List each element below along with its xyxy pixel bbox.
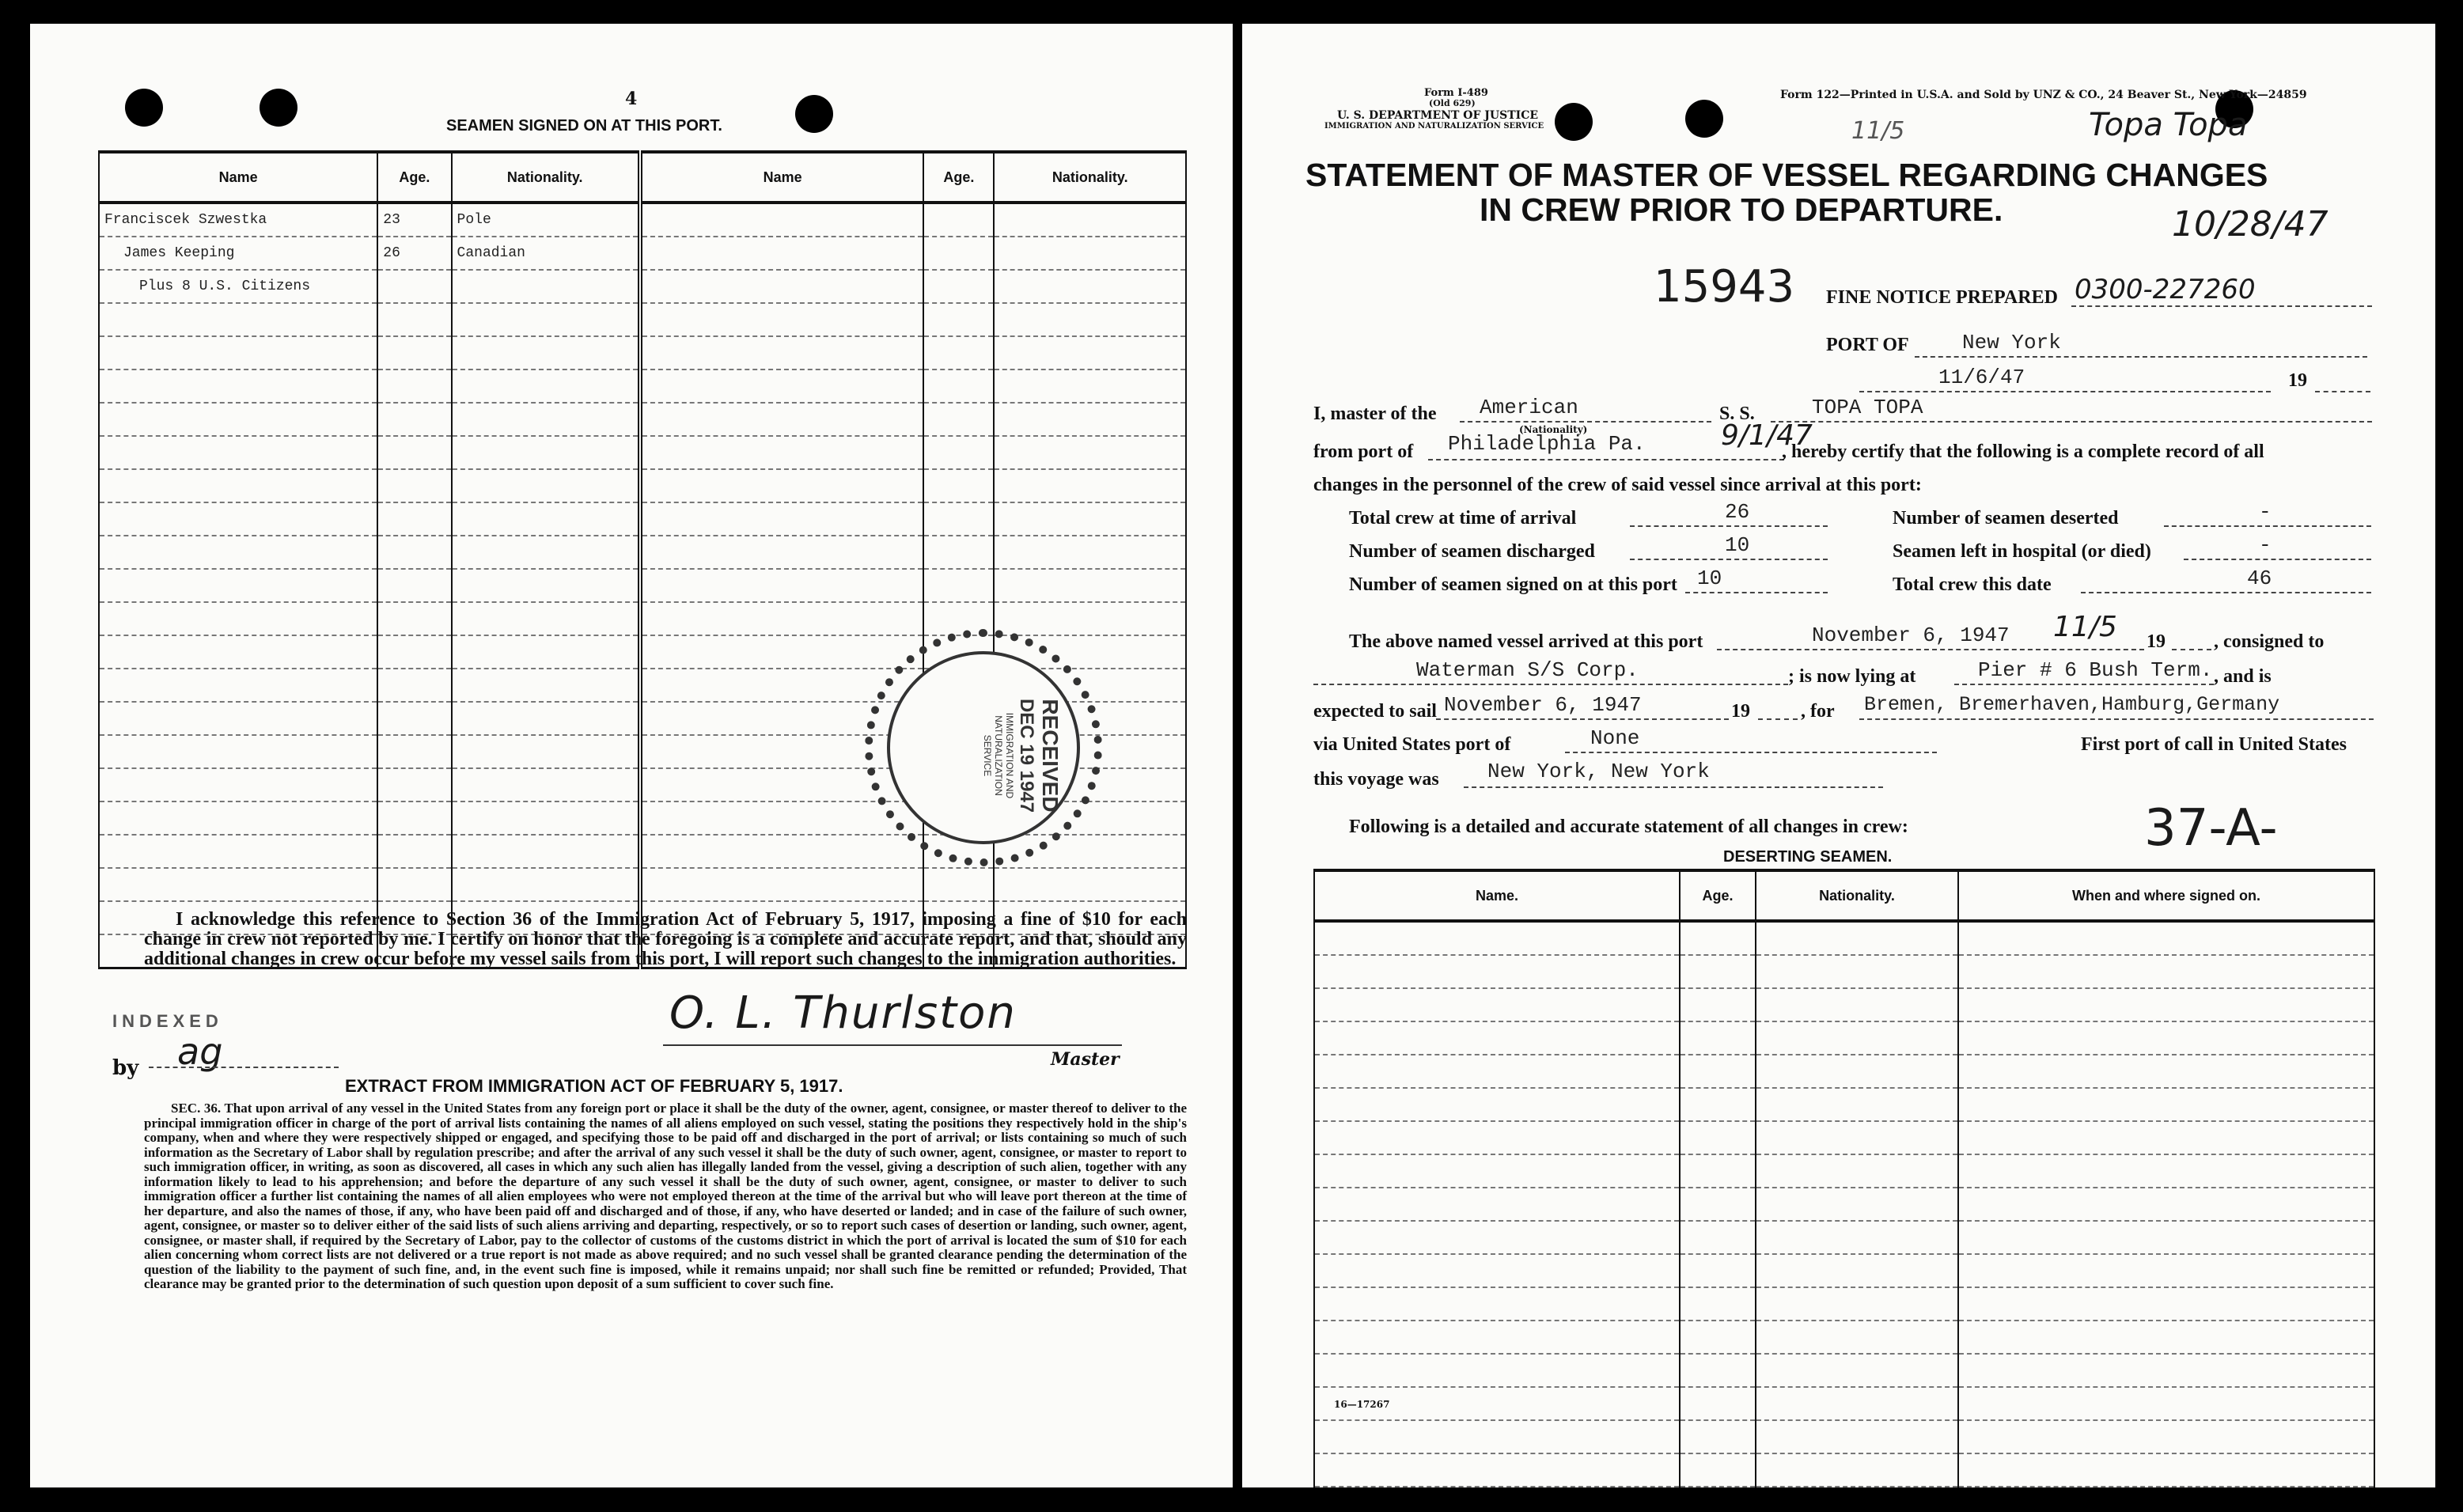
table-row: [1314, 921, 2374, 955]
column-header: Name: [99, 152, 377, 203]
handwritten-vessel-name: Topa Topa: [2089, 107, 2248, 143]
punch-hole: [260, 89, 297, 127]
stamp-text: RECEIVED: [1038, 699, 1063, 813]
table-row: [99, 369, 1186, 403]
table-row: [99, 270, 1186, 303]
table-row: [99, 868, 1186, 901]
table-row: [1314, 1021, 2374, 1055]
seamen-hospital-label: Seamen left in hospital (or died): [1893, 541, 2151, 562]
from-port-label: from port of: [1313, 441, 1414, 462]
fine-notice-label: FINE NOTICE PREPARED: [1826, 287, 2058, 308]
seamen-deserted-value: -: [2259, 500, 2272, 524]
master-signature: O. L. Thurlston: [669, 987, 1017, 1039]
document-title-line2: IN CREW PRIOR TO DEPARTURE.: [1480, 191, 2003, 228]
ss-label: S. S.: [1719, 404, 1755, 424]
section-title: SEAMEN SIGNED ON AT THIS PORT.: [446, 117, 722, 135]
table-row: [1314, 1420, 2374, 1453]
report-date: 11/6/47: [1938, 366, 2025, 389]
from-port-value: Philadelphia Pa.: [1448, 432, 1646, 456]
table-row: [99, 469, 1186, 502]
destination-value: Bremen, Bremerhaven,Hamburg,Germany: [1864, 693, 2280, 716]
by-label: by: [112, 1056, 139, 1080]
total-crew-date-value: 46: [2247, 567, 2272, 590]
stamp-text: NATURALIZATION: [993, 715, 1004, 796]
punch-hole: [1685, 100, 1723, 138]
punch-hole: [1555, 103, 1593, 141]
total-crew-date-label: Total crew this date: [1893, 574, 2052, 595]
table-row: [99, 502, 1186, 536]
table-header: [99, 152, 1186, 203]
received-stamp: [865, 629, 1102, 866]
table-header: [1314, 870, 2374, 921]
seamen-discharged-value: 10: [1725, 533, 1750, 557]
indexed-stamp: INDEXED: [112, 1011, 223, 1031]
column-header: Name: [640, 152, 924, 203]
right-page: [1242, 24, 2435, 1487]
column-header: Nationality.: [452, 152, 640, 203]
seamen-discharged-label: Number of seamen discharged: [1349, 541, 1595, 562]
column-header: Age.: [1680, 870, 1756, 921]
handwritten-date: 10/28/47: [2172, 204, 2328, 244]
vessel-nationality: American: [1480, 396, 1578, 419]
table-row: [1314, 1088, 2374, 1121]
port-of-value: New York: [1962, 331, 2061, 354]
table-row: [99, 203, 1186, 237]
table-row: [1314, 1221, 2374, 1254]
table-row: [1314, 1354, 2374, 1387]
punch-hole: [125, 89, 163, 127]
deserting-seamen-table: [1313, 869, 2375, 1487]
file-number: 15943: [1654, 261, 1795, 313]
footer-code: 16—17267: [1334, 1399, 1390, 1410]
year-prefix: 19: [1731, 701, 1750, 722]
handwritten-code: 11/5: [1851, 117, 1905, 145]
document-title: STATEMENT OF MASTER OF VESSEL REGARDING CHANGES: [1305, 157, 2268, 193]
lying-value: Pier # 6 Bush Term.: [1978, 658, 2213, 682]
entry-name: Plus 8 U.S. Citizens: [99, 270, 377, 303]
extract-text: SEC. 36. That upon arrival of any vessel in the United States from any foreign port or place it shall be the duty of the owner, agent, consignee, or master thereof to deliver to the principal immigration officer in charge of the port of arrival lists containing the names of all aliens employed on such vessel, stating the positions they respectively hold in the ship's company, when and where they were respectively shipped or engaged, and specifying those to be paid off and discharged in the port of arrival; or lists containing so much of such information as the Secretary of Labor shall by regulation prescribe; and after the arrival of any such vessel it shall be the duty of such owner, agent, consignee, or master to report to such immigration officer, in writing, as soon as discovered, all cases in which any such alien has illegally landed from the vessel, giving a description of such alien, together with any information likely to lead to his apprehension; and before the departure of any such vessel it shall be the duty of such owner, agent, consignee, or master to deliver to such immigration officer a further list containing the names of all alien employees who were not employed thereon at the time of the arrival but who will leave port thereon at the time of her departure, and also the names of those, if any, who have been paid off and discharged and of those, if any, who have deserted or landed; and in case of the failure of such owner, agent, consignee, or master so to deliver either of the said lists of such aliens arriving and departing, respectively, or so to report such cases of desertion or landing, such owner, agent, consignee, or master shall, if required by the Secretary of Labor, pay to the collector of customs of the customs district in which the port of arrival is located the sum of $10 for each alien concerning whom correct lists are not delivered or a true report is not made as above required; and no such vessel shall be granted clearance pending the determination of the question of the liability to the payment of such fine, and, in the event such fine is imposed, while it remains unpaid; nor shall such fine be remitted or refunded; Provided, That clearance may be granted prior to the determination of such question upon deposit of a sum sufficient to cover such fine.: [144, 1101, 1187, 1291]
table-row: [1314, 1287, 2374, 1321]
stamp-text: SERVICE: [982, 734, 993, 777]
nationality-caption: (Nationality): [1519, 424, 1588, 435]
master-label: Master: [1051, 1049, 1120, 1070]
year-prefix: 19: [2147, 631, 2166, 652]
table-row: [99, 536, 1186, 569]
first-port-label: First port of call in United States: [2081, 734, 2347, 755]
stamp-date: DEC 19 1947: [1016, 698, 1037, 813]
left-page: [30, 24, 1233, 1487]
acknowledgement-text: I acknowledge this reference to Section 36 of the Immigration Act of February 5, 1917, imposing a fine of $10 for each change in crew not reported by me. I certify on honor that the foregoing is a complete and accurate report, and that, should any additional changes in crew occur before my vessel sails from this port, I will report such changes to the immigration authorities.: [144, 909, 1187, 969]
consigned-label: , consigned to: [2214, 631, 2325, 652]
changes-text: changes in the personnel of the crew of said vessel since arrival at this port:: [1313, 475, 1922, 495]
punch-hole: [795, 95, 833, 133]
table-row: [1314, 955, 2374, 988]
table-row: [99, 403, 1186, 436]
printer-note: Form 122—Printed in U.S.A. and Sold by UNZ & CO., 24 Beaver St., New York—24859: [1780, 89, 2307, 101]
arrived-value: November 6, 1947: [1812, 623, 2010, 647]
page-number: 4: [625, 89, 638, 109]
sail-label: expected to sail: [1313, 701, 1437, 722]
voyage-value: New York, New York: [1487, 760, 1710, 783]
stamp-text: IMMIGRATION AND: [1004, 712, 1015, 799]
column-header: Name.: [1314, 870, 1680, 921]
port-of-label: PORT OF: [1826, 335, 1909, 355]
certify-text: , hereby certify that the following is a complete record of all: [1782, 441, 2264, 462]
arrived-label: The above named vessel arrived at this port: [1349, 631, 1703, 652]
column-header: Age.: [377, 152, 451, 203]
via-label: via United States port of: [1313, 734, 1511, 755]
vessel-name: TOPA TOPA: [1812, 396, 1923, 419]
following-label: Following is a detailed and accurate statement of all changes in crew:: [1349, 817, 1908, 837]
table-row: [99, 569, 1186, 602]
form-old-number: (Old 629): [1429, 98, 1476, 108]
seamen-signed-label: Number of seamen signed on at this port: [1349, 574, 1677, 595]
entry-nationality: Pole: [452, 203, 640, 237]
table-row: [99, 602, 1186, 635]
and-is-label: , and is: [2214, 666, 2272, 687]
entry-age: 26: [377, 237, 451, 270]
year-prefix: 19: [2288, 370, 2307, 391]
consignee-value: Waterman S/S Corp.: [1416, 658, 1639, 682]
seamen-hospital-value: -: [2259, 533, 2272, 557]
entry-nationality: Canadian: [452, 237, 640, 270]
voyage-label: this voyage was: [1313, 769, 1439, 790]
table-row: [99, 237, 1186, 270]
for-label: , for: [1801, 701, 1835, 722]
indexer-initials: ag: [177, 1030, 223, 1073]
form-number: Form I-489: [1424, 87, 1488, 99]
entry-name: Franciscek Szwestka: [99, 203, 377, 237]
table-row: [1314, 1154, 2374, 1188]
table-row: [99, 436, 1186, 469]
column-header: Age.: [923, 152, 994, 203]
via-value: None: [1590, 726, 1640, 750]
table-row: [1314, 1121, 2374, 1154]
fine-notice-value: 0300-227260: [2075, 274, 2256, 305]
table-row: [1314, 1321, 2374, 1354]
seamen-deserted-label: Number of seamen deserted: [1893, 508, 2119, 529]
column-header: Nationality.: [1756, 870, 1958, 921]
table-row: [1314, 1453, 2374, 1487]
handwritten-reference: 37-A-: [2144, 799, 2278, 858]
table-row: [1314, 1387, 2374, 1420]
extract-title: EXTRACT FROM IMMIGRATION ACT OF FEBRUARY 5, 1917.: [345, 1076, 843, 1096]
sail-value: November 6, 1947: [1444, 693, 1642, 717]
seamen-signed-value: 10: [1697, 567, 1722, 590]
entry-name: James Keeping: [99, 237, 377, 270]
lying-label: ; is now lying at: [1788, 666, 1916, 687]
table-row: [1314, 1188, 2374, 1221]
service-name: IMMIGRATION AND NATURALIZATION SERVICE: [1324, 122, 1544, 131]
deserting-seamen-title: DESERTING SEAMEN.: [1723, 848, 1893, 866]
entry-age: 23: [377, 203, 451, 237]
table-row: [1314, 1055, 2374, 1088]
total-crew-arrival-label: Total crew at time of arrival: [1349, 508, 1577, 529]
department-name: U. S. DEPARTMENT OF JUSTICE: [1337, 109, 1539, 122]
table-row: [99, 303, 1186, 336]
column-header: When and where signed on.: [1958, 870, 2374, 921]
table-row: [99, 336, 1186, 369]
table-row: [1314, 988, 2374, 1021]
master-of-label: I, master of the: [1313, 404, 1437, 424]
table-row: [1314, 1254, 2374, 1287]
column-header: Nationality.: [994, 152, 1186, 203]
check-note: 9/1/47: [1721, 419, 1813, 452]
total-crew-arrival-value: 26: [1725, 500, 1750, 524]
arrived-hand-note: 11/5: [2053, 611, 2117, 643]
